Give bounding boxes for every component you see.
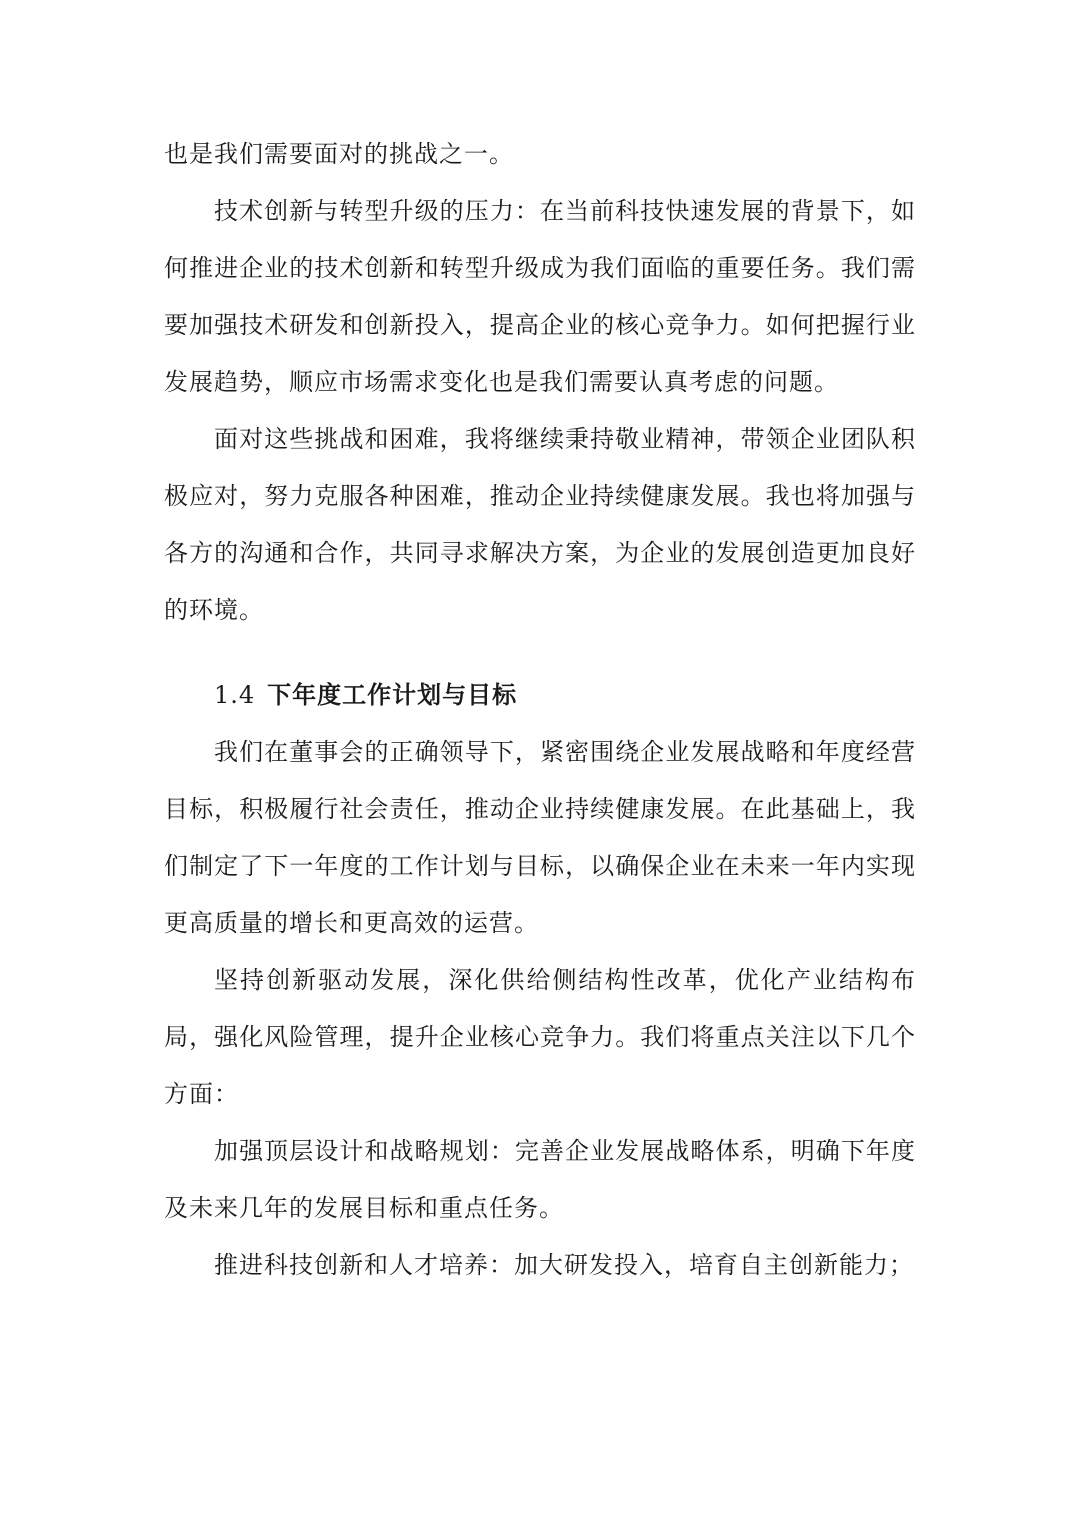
paragraph-top-level-design: 加强顶层设计和战略规划：完善企业发展战略体系，明确下年度及未来几年的发展目标和重点任务。: [164, 1137, 916, 1222]
paragraph-board-leadership: 我们在董事会的正确领导下，紧密围绕企业发展战略和年度经营目标，积极履行社会责任，推动企业持续健康发展。在此基础上，我们制定了下一年度的工作计划与目标，以确保企业在未来一年内实现更高质量的增长和更高效的运营。: [164, 738, 916, 937]
paragraph-continuation: 也是我们需要面对的挑战之一。: [164, 140, 514, 168]
paragraph-innovation-driven: 坚持创新驱动发展，深化供给侧结构性改革，优化产业结构布局，强化风险管理，提升企业核心竞争力。我们将重点关注以下几个方面：: [164, 966, 916, 1108]
paragraph-facing-challenges: 面对这些挑战和困难，我将继续秉持敬业精神，带领企业团队积极应对，努力克服各种困难，推动企业持续健康发展。我也将加强与各方的沟通和合作，共同寻求解决方案，为企业的发展创造更加良好的环境。: [164, 425, 916, 624]
paragraph-tech-talent: 推进科技创新和人才培养：加大研发投入，培育自主创新能力；: [214, 1251, 914, 1279]
section-heading: [164, 667, 916, 724]
document-body: [164, 126, 916, 1294]
paragraph-tech-innovation: 技术创新与转型升级的压力：在当前科技快速发展的背景下，如何推进企业的技术创新和转型升级成为我们面临的重要任务。我们需要加强技术研发和创新投入，提高企业的核心竞争力。如何把握行业发展趋势，顺应市场需求变化也是我们需要认真考虑的问题。: [164, 197, 916, 396]
section-title: 下年度工作计划与目标: [267, 681, 518, 709]
section-number: 1.4: [214, 681, 256, 709]
